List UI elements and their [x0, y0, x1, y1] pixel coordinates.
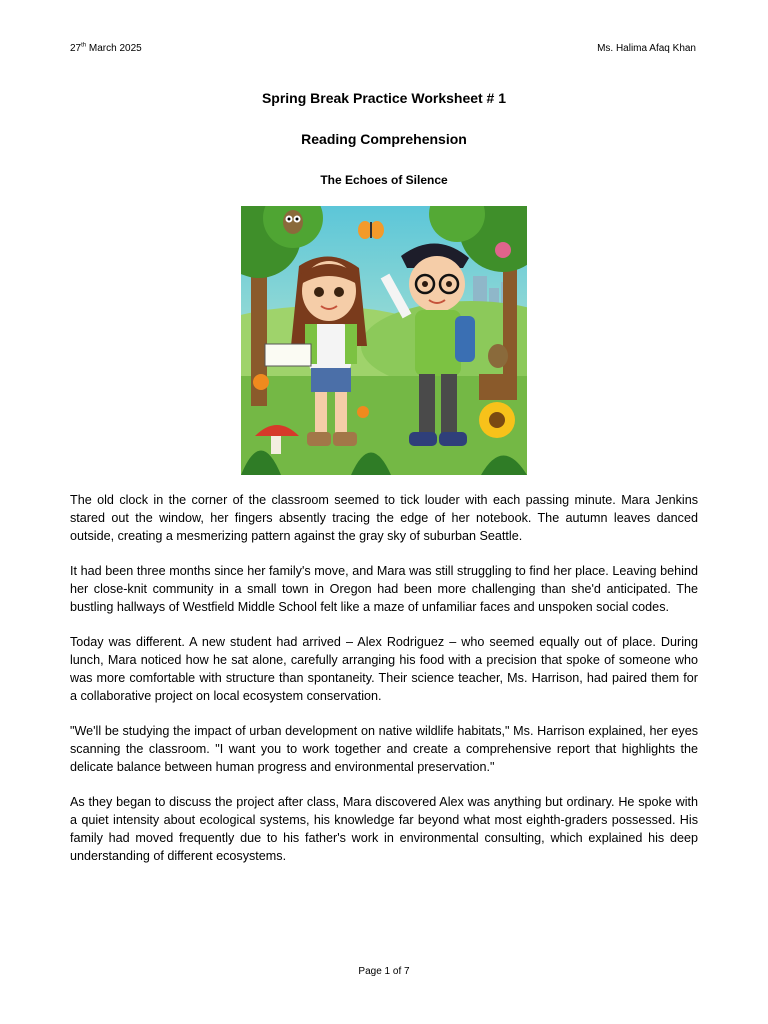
story-body [70, 491, 698, 882]
paragraph: It had been three months since her family's move, and Mara was still struggling to find her place. Leaving behind her close-knit community in a small town in Oregon had been more challenging than she'd anticipated. The bustling hallways of Westfield Middle School felt like a maze of unfamiliar faces and unspoken social codes. [70, 564, 698, 614]
sunflower-icon [479, 402, 515, 438]
page-number: Page 1 of 7 [358, 966, 410, 977]
header-author: Ms. Halima Afaq Khan [597, 43, 696, 54]
paragraph: "We'll be studying the impact of urban development on native wildlife habitats," Ms. Harrison explained, her eyes scanning the classroom. "I want you to work together and create a comprehensive report that highlights the delicate balance between human progress and environmental preservation." [70, 724, 698, 774]
paragraph: The old clock in the corner of the classroom seemed to tick louder with each passing minute. Mara Jenkins stared out the window, her fingers absently tracing the edge of her notebook. The autumn leaves danced outside, creating a mesmerizing pattern against the gray sky of suburban Seattle. [70, 493, 698, 543]
owl-icon [283, 210, 303, 234]
story-illustration [241, 206, 527, 475]
paragraph: As they began to discuss the project after class, Mara discovered Alex was anything but ordinary. He spoke with a quiet intensity about ecological systems, his knowledge far beyond what most eighth-graders possessed. His family had moved frequently due to his father's work in environmental consulting, which explained his deep understanding of different ecosystems. [70, 795, 698, 863]
section-title: Reading Comprehension [301, 131, 467, 147]
paragraph: Today was different. A new student had arrived – Alex Rodriguez – who seemed equally out of place. During lunch, Mara noticed how he sat alone, carefully arranging his food with a precision that spoke of someone who was more comfortable with structure than spontaneity. Their science teacher, Ms. Harrison, had paired them for a collaborative project on local ecosystem conservation. [70, 635, 698, 703]
bird-icon [495, 242, 511, 258]
butterfly-icon [358, 221, 384, 239]
header-date: 27th March 2025 [70, 42, 142, 54]
story-title: The Echoes of Silence [320, 173, 448, 187]
worksheet-title: Spring Break Practice Worksheet # 1 [261, 90, 507, 106]
